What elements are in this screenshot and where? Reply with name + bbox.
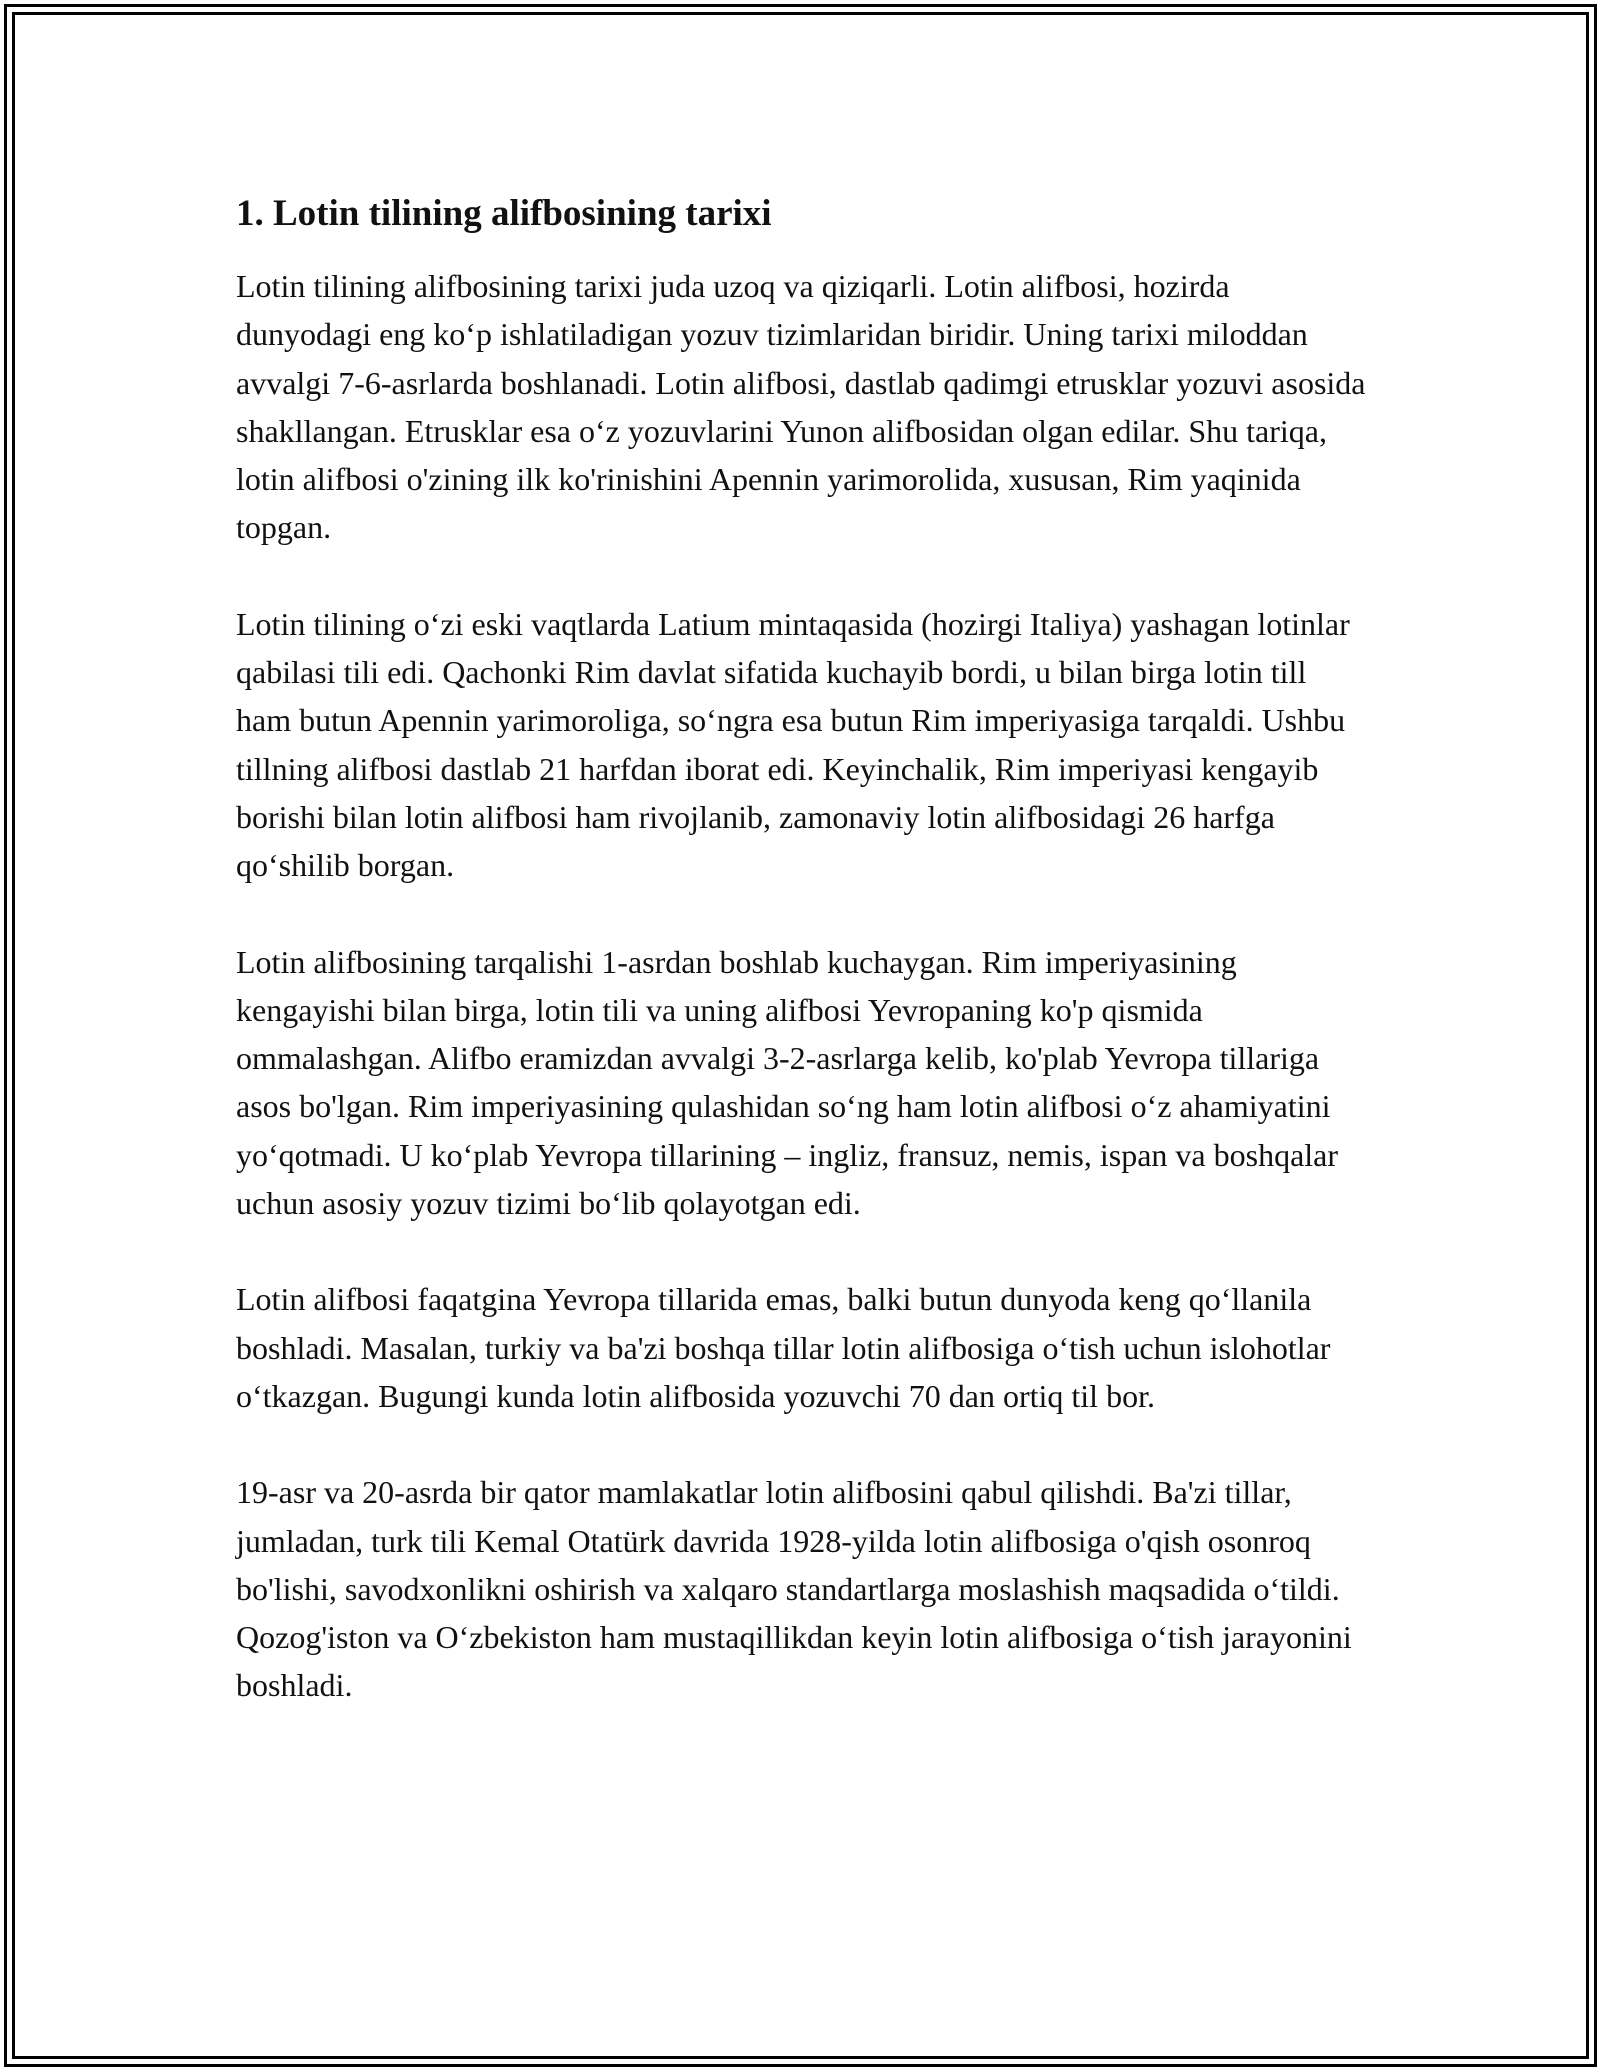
- paragraph-3: Lotin alifbosining tarqalishi 1-asrdan boshlab kuchaygan. Rim imperiyasining kengayishi bilan birga, lotin tili va uning alifbosi Yevropaning ko'p qismida ommalashgan. Alifbo eramizdan avvalgi 3-2-asrlarga kelib, ko'plab Yevropa tillariga asos bo'lgan. Rim imperiyasining qulashidan so‘ng ham lotin alifbosi o‘z ahamiyatini yo‘qotmadi. U ko‘plab Yevropa tillarining – ingliz, fransuz, nemis, ispan va boshqalar uchun asosiy yozuv tizimi bo‘lib qolayotgan edi.: [236, 943, 1339, 1222]
- section-heading: 1. Lotin tilining alifbosining tarixi: [236, 193, 772, 234]
- paragraph-1: Lotin tilining alifbosining tarixi juda uzoq va qiziqarli. Lotin alifbosi, hozirda dunyodagi eng ko‘p ishlatiladigan yozuv tizimlaridan biridir. Uning tarixi miloddan avvalgi 7-6-asrlarda boshlanadi. Lotin alifbosi, dastlab qadimgi etrusklar yozuvi asosida shakllangan. Etrusklar esa o‘z yozuvlarini Yunon alifbosidan olgan edilar. Shu tariqa, lotin alifbosi o'zining ilk ko'rinishini Apennin yarimorolida, xususan, Rim yaqinida topgan.: [236, 268, 1366, 546]
- paragraph-4: Lotin alifbosi faqatgina Yevropa tillarida emas, balki butun dunyoda keng qo‘llanila boshladi. Masalan, turkiy va ba'zi boshqa tillar lotin alifbosiga o‘tish uchun islohotlar o‘tkazgan. Bugungi kunda lotin alifbosida yozuvchi 70 dan ortiq til bor.: [236, 1281, 1331, 1414]
- paragraph-2: Lotin tilining o‘zi eski vaqtlarda Latium mintaqasida (hozirgi Italiya) yashagan lotinlar qabilasi tili edi. Qachonki Rim davlat sifatida kuchayib bordi, u bilan birga lotin till ham butun Apennin yarimoroliga, so‘ngra esa butun Rim imperiyasiga tarqaldi. Ushbu tillning alifbosi dastlab 21 harfdan iborat edi. Keyinchalik, Rim imperiyasi kengayib borishi bilan lotin alifbosi ham rivojlanib, zamonaviy lotin alifbosidagi 26 harfga qo‘shilib borgan.: [236, 605, 1350, 884]
- document-body: [236, 190, 1366, 1758]
- paragraph-5: 19-asr va 20-asrda bir qator mamlakatlar lotin alifbosini qabul qilishdi. Ba'zi tillar, jumladan, turk tili Kemal Otatürk davrida 1928-yilda lotin alifbosiga o'qish osonroq bo'lishi, savodxonlikni oshirish va xalqaro standartlarga moslashish maqsadida o‘tildi. Qozog'iston va O‘zbekiston ham mustaqillikdan keyin lotin alifbosiga o‘tish jarayonini boshladi.: [236, 1474, 1352, 1704]
